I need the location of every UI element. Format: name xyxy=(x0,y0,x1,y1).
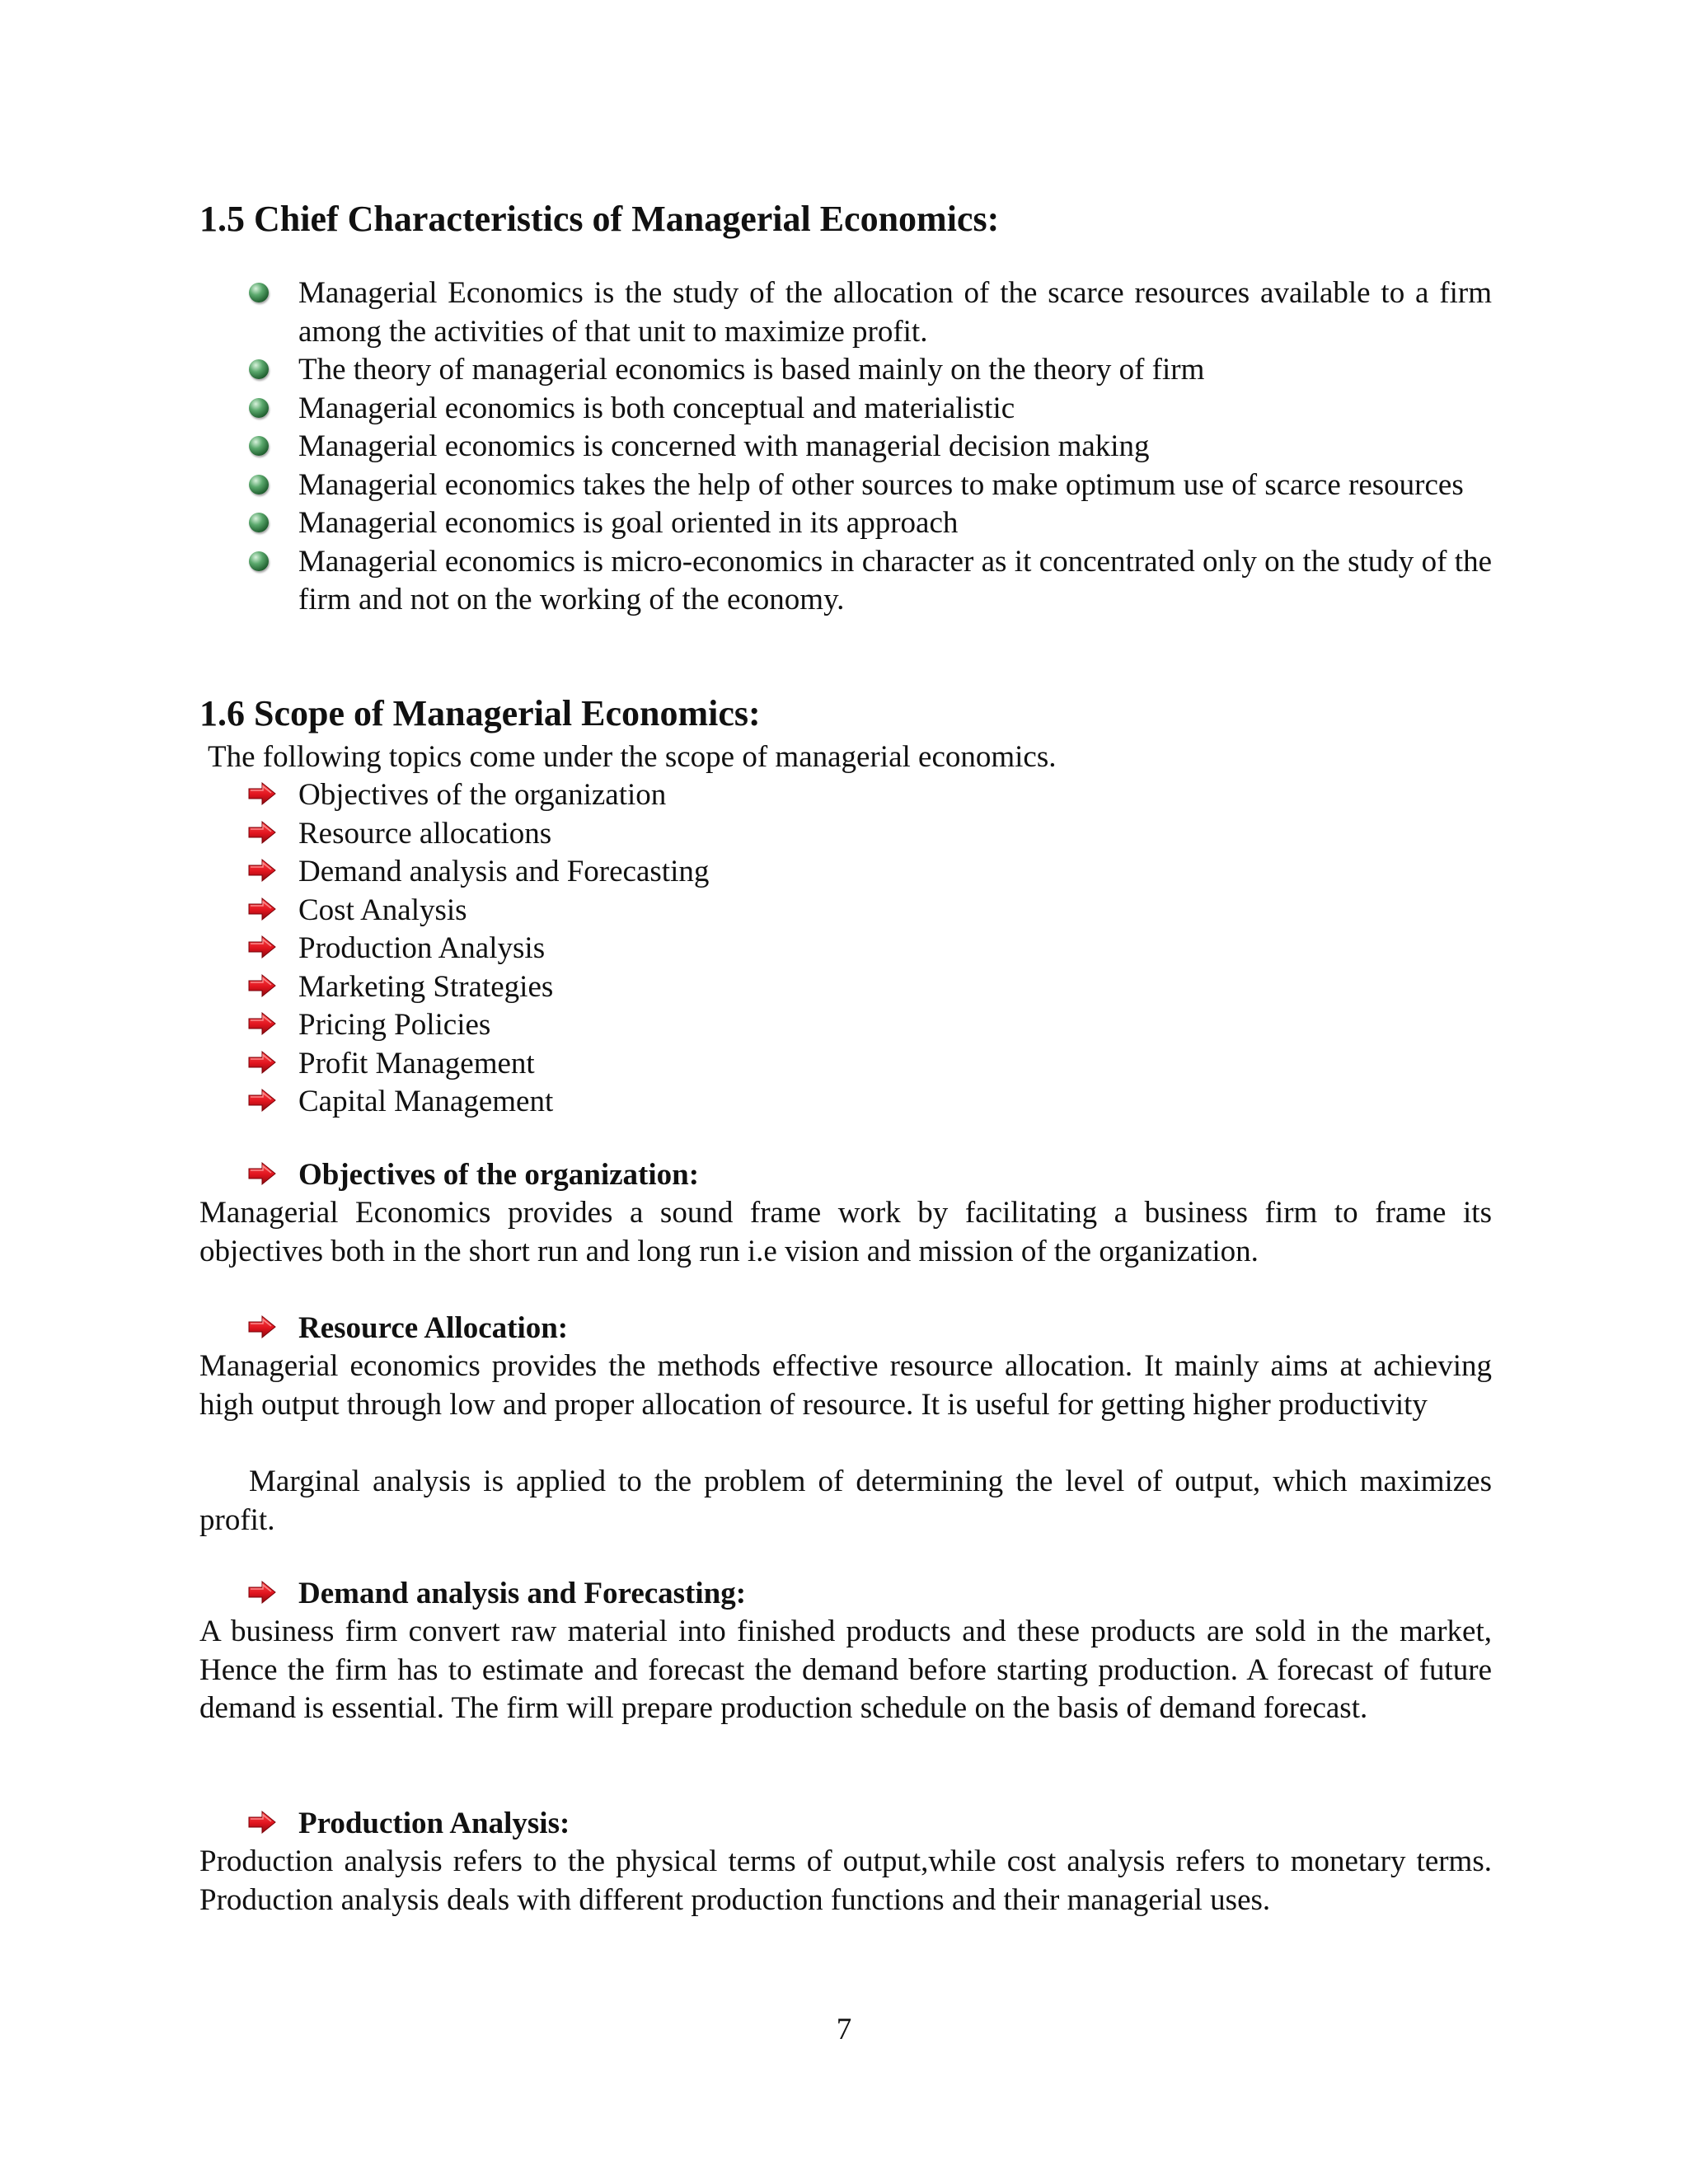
list-item: Managerial economics is goal oriented in its approach xyxy=(199,504,1492,543)
list-item: Resource allocations xyxy=(199,815,1492,854)
list-item: Profit Management xyxy=(199,1045,1492,1084)
list-item: Production Analysis xyxy=(199,930,1492,968)
resource-text: Managerial economics provides the methods effective resource allocation. It mainly aims at achieving high output through low and proper allocation of resource. It is useful for getting higher productivity xyxy=(199,1349,1492,1422)
list-item: Cost Analysis xyxy=(199,892,1492,930)
scope-list xyxy=(199,776,1492,1122)
green-ball-icon xyxy=(249,283,269,302)
demand-text: A business firm convert raw material into finished products and these products are sold in the market, Hence the firm has to estimate and forecast the demand before starting production. A forecast of future demand is essential. The firm will prepare production schedule on the basis of demand forecast. xyxy=(199,1615,1492,1725)
demand-heading: Demand analysis and Forecasting: xyxy=(199,1575,1492,1614)
list-item: Managerial Economics is the study of the allocation of the scarce resources available to a firm among the activities of that unit to maximize profit. xyxy=(199,274,1492,351)
list-item: Marketing Strategies xyxy=(199,968,1492,1007)
list-item: Managerial economics is both conceptual and materialistic xyxy=(199,390,1492,429)
red-arrow-icon xyxy=(247,1315,277,1339)
red-arrow-icon xyxy=(247,935,277,959)
red-arrow-icon xyxy=(247,1011,277,1036)
characteristics-list xyxy=(199,274,1492,620)
page-number: 7 xyxy=(836,2013,852,2046)
red-arrow-icon xyxy=(247,820,277,845)
green-ball-icon xyxy=(249,513,269,532)
list-item: The theory of managerial economics is based mainly on the theory of firm xyxy=(199,351,1492,390)
production-heading: Production Analysis: xyxy=(199,1805,1492,1844)
resource-heading: Resource Allocation: xyxy=(199,1310,1492,1348)
resource-marginal-text: Marginal analysis is applied to the problem of determining the level of output, which maximizes profit. xyxy=(199,1465,1492,1537)
red-arrow-icon xyxy=(247,897,277,921)
production-text: Production analysis refers to the physical terms of output,while cost analysis refers to monetary terms. Production analysis deals with different production functions and their managerial uses. xyxy=(199,1844,1492,1917)
objectives-text: Managerial Economics provides a sound frame work by facilitating a business firm to frame its objectives both in the short run and long run i.e vision and mission of the organization. xyxy=(199,1196,1492,1268)
objectives-heading: Objectives of the organization: xyxy=(199,1156,1492,1195)
red-arrow-icon xyxy=(247,973,277,998)
list-item: Demand analysis and Forecasting xyxy=(199,853,1492,892)
list-item: Capital Management xyxy=(199,1083,1492,1122)
red-arrow-icon xyxy=(247,1810,277,1835)
red-arrow-icon xyxy=(247,1161,277,1186)
green-ball-icon xyxy=(249,436,269,456)
list-item: Managerial economics is concerned with managerial decision making xyxy=(199,428,1492,466)
section-1-5-heading: 1.5 Chief Characteristics of Managerial Economics: xyxy=(199,199,1000,239)
list-item: Pricing Policies xyxy=(199,1006,1492,1045)
section-1-6-heading: 1.6 Scope of Managerial Economics: xyxy=(199,693,761,733)
red-arrow-icon xyxy=(247,1088,277,1113)
list-item: Objectives of the organization xyxy=(199,776,1492,815)
red-arrow-icon xyxy=(247,1050,277,1075)
red-arrow-icon xyxy=(247,1580,277,1605)
green-ball-icon xyxy=(249,551,269,571)
red-arrow-icon xyxy=(247,781,277,806)
list-item: Managerial economics is micro-economics in character as it concentrated only on the study of the firm and not on the working of the economy. xyxy=(199,543,1492,620)
list-item: Managerial economics takes the help of other sources to make optimum use of scarce resources xyxy=(199,466,1492,505)
green-ball-icon xyxy=(249,475,269,494)
red-arrow-icon xyxy=(247,858,277,883)
scope-intro: The following topics come under the scope of managerial economics. xyxy=(208,740,1057,774)
green-ball-icon xyxy=(249,398,269,418)
green-ball-icon xyxy=(249,359,269,379)
